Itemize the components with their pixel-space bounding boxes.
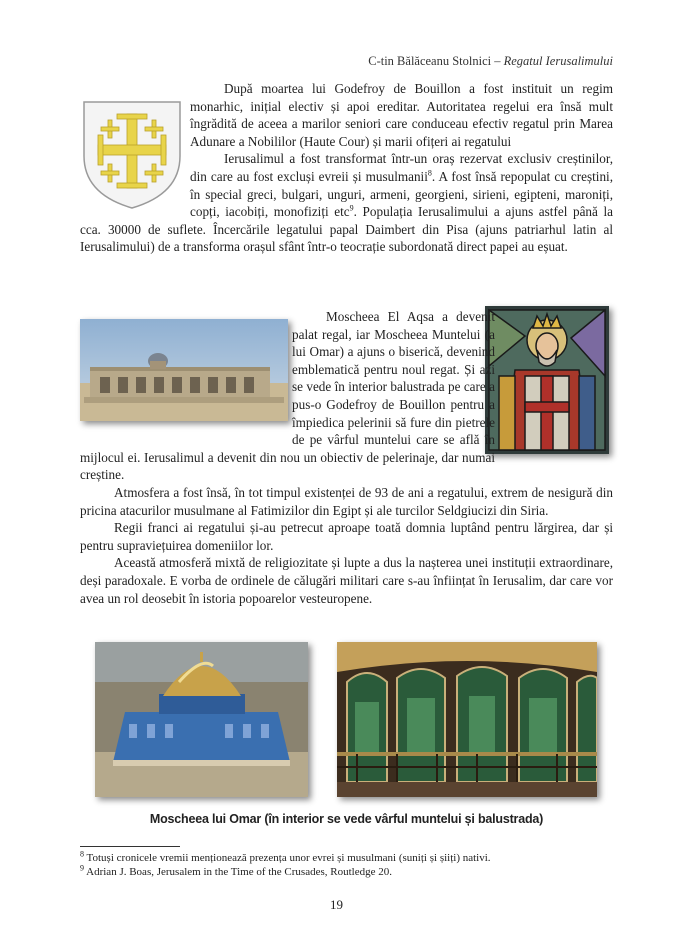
paragraph-3: Moscheea El Aqsa a devenit palat regal, iar Moscheea Muntelui (a lui Omar) a ajuns o biserică, devenind emblematică pentru noul regat. Și azi se vede în interior balustrada pe care a pus-o Godefroy de Bouillon pentru a împiedica pelerinii să fure din pietrele de pe vârful muntelui care se află în mijlocul ei. Ierusalimul a devenit din nou un obiectiv de pelerinaje, dar numai creștine. bbox=[80, 309, 495, 483]
header-author: C-tin Bălăceanu Stolnici – bbox=[368, 54, 504, 68]
paragraph-1: După moartea lui Godefroy de Bouillon a fost instituit un regim monarhic, inițial electiv și apoi ereditar. Autoritatea regelui era însă mult îngrădită de aceea a marilor seniori care conduceau efectiv regatul prin Marea Adunare a Nobililor (Haute Cour) și marii ofițeri ai regatului bbox=[190, 81, 613, 149]
page-number: 19 bbox=[330, 897, 343, 912]
footnotes bbox=[80, 851, 613, 879]
running-header bbox=[368, 54, 613, 69]
paragraph-6: Această atmosferă mixtă de religiozitate și lupte a dus la nașterea unei instituții extraordinare, deși paradoxale. E vorba de ordinele de călugări militari care s-au înființat în Ierusalim, dar care vor avea un rol deosebit în istoria popoarelor vesteuropene. bbox=[80, 555, 613, 606]
header-title: Regatul Ierusalimului bbox=[503, 54, 613, 68]
figure-caption: Moscheea lui Omar (în interior se vede vârful muntelui și balustrada) bbox=[149, 812, 544, 826]
footnote-8: $^8$ Totuși cronicele vremii menționează prezența unor evrei și musulmani (suniți și șiiți) nativi. bbox=[80, 849, 491, 864]
paragraph-5: Regii franci ai regatului și-au petrecut aproape toată domnia luptând pentru lărgirea, dar și pentru supraviețuirea domeniilor lor. bbox=[80, 520, 613, 553]
text-block-1 bbox=[80, 80, 613, 256]
footnote-9: $^9$ Adrian J. Boas, Jerusalem in the Time of the Crusades, Routledge 20. bbox=[80, 863, 392, 878]
paragraph-2: Ierusalimul a fost transformat într-un oraș rezervat exclusiv creștinilor, din care au fost excluși evreii și musulmanii$^8$. A fost însă repopulat cu creștini, în special greci, bulgari, unguri, armeni, georgieni, sirieni, egipteni, maroniți, copți, iacobiți, monofiziți etc$^9$. Populația Ierusalimului a ajuns astfel până la cca. 30000 de suflete. Încercările legatului papal Daimbert din Pisa (ajuns patriarhul latin al Ierusalimului) de a transforma orașul sfânt într-o teocrație subordonată direct papei au eșuat. bbox=[80, 151, 613, 255]
dome-interior-balustrade-photo bbox=[337, 642, 597, 797]
dome-of-the-rock-photo bbox=[95, 642, 308, 797]
text-block-2 bbox=[80, 308, 613, 607]
paragraph-4: Atmosfera a fost însă, în tot timpul existenței de 93 de ani a regatului, extrem de nesigură din pricina atacurilor musulmane al Fatimizilor din Egipt și ale turcilor Seldgiucizi din Siria. bbox=[80, 484, 613, 518]
footnote-divider bbox=[80, 846, 180, 847]
